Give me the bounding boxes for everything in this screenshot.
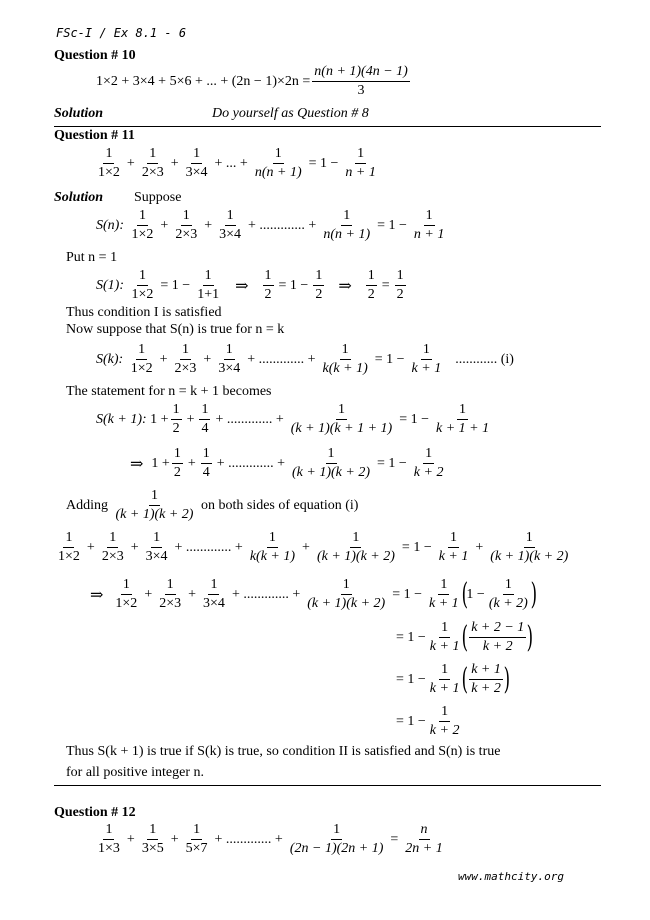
sum-equation: 1 1×2 + $\frac{1}{2\times 3}$ + $\frac{1}{3\times 4}$ + ............. + $\frac{1}{k(k + 1)}$ + $\frac{1}{(k + 1)(k + 2)}$ = 1 − $\frac{1}{k + 1}$ + $\frac{1}{(k + 1)(k + 2)}$: [58, 530, 569, 565]
q11-solution-label: Solution: [54, 190, 104, 205]
s-n-equation: S(n): 1 1×2 + $\frac{1}{2\times 3}$ + $\frac{1}{3\times 4}$ + ............. + $\frac{1}{n(n + 1)}$ = 1 − $\frac{1}{n + 1}$: [96, 208, 445, 243]
divider-1: [54, 126, 601, 127]
condition-1-text: Thus condition I is satisfied: [66, 305, 222, 320]
question-10-equation: [96, 64, 412, 99]
q11-main-equation: 1 1×2 + $\frac{1}{2\times 3}$ + $\frac{1}{3\times 4}$ + ... + $\frac{1}{n(n + 1)}$ = 1 − $\frac{1}{n + 1}$: [98, 146, 376, 181]
step-4-equation: = 1 − $\frac{1}{k + 2}$: [396, 704, 460, 739]
chapter-header: FSc-I / Ex 8.1 - 6: [56, 26, 187, 40]
divider-2: [54, 785, 601, 786]
step-2-equation: = 1 − $\frac{1}{k + 1}$ ( k + 2 − 1 k + 2 ): [396, 619, 534, 655]
adding-line: Adding 1 (k + 1)(k + 2) on both sides of equation (i): [66, 488, 359, 523]
s-k-equation: S(k): 1 1×2 + $\frac{1}{2\times 3}$ + $\frac{1}{3\times 4}$ + ............. + $\frac{1}{k(k + 1)}$ = 1 − $\frac{1}{k + 1}$ ............ (i): [96, 342, 514, 377]
footer-site: www.mathcity.org: [458, 870, 564, 883]
put-n-equals-1: Put n = 1: [66, 250, 118, 265]
q10-rhs-fraction: $\frac{n(n + 1)(4n - 1)}{3}$: [314, 64, 408, 99]
conclusion-line-2: for all positive integer n.: [66, 765, 205, 780]
equation-tag-i: ............ (i): [455, 351, 514, 367]
implies-equation: ⇒ 1 1×2 + $\frac{1}{2\times 3}$ + $\frac{1}{3\times 4}$ + ............. + $\frac{1}{(k + 1)(k + 2)}$ = 1 − $\frac{1}{k + 1}$ ( 1 − $\frac{1}{(k + 2)}$ ): [90, 576, 537, 612]
step-3-equation: = 1 − $\frac{1}{k + 1}$ ( k + 1 k + 2 ): [396, 661, 510, 697]
now-suppose-text: Now suppose that S(n) is true for n = k: [66, 322, 285, 337]
question-12-title: Question # 12: [54, 805, 136, 820]
q10-solution-text: Do yourself as Question # 8: [212, 106, 369, 121]
s-k1-equation: S(k + 1): 1 + $\frac{1}{2}$ + $\frac{1}{4}$ + ............. + $\frac{1}{(k + 1)(k + 1 + 1)}$ = 1 − $\frac{1}{k + 1 + 1}$: [96, 402, 490, 437]
q10-solution-label: Solution: [54, 106, 104, 121]
simplified-equation: ⇒ 1 + $\frac{1}{2}$ + $\frac{1}{4}$ + ............. + $\frac{1}{(k + 1)(k + 2)}$ = 1 − $\frac{1}{k + 2}$: [130, 446, 444, 481]
q10-lhs: 1×2 + 3×4 + 5×6 + ... + (2n − 1)×2n =: [96, 73, 311, 89]
q11-suppose: Suppose: [134, 190, 182, 205]
question-10-title: Question # 10: [54, 48, 136, 63]
statement-text: The statement for n = k + 1 becomes: [66, 384, 272, 399]
s-1-equation: S(1): $\frac{1}{1\times 2}$ = 1 − $\frac{1}{1+1}$ ⇒ $\frac{1}{2}$ = 1 − $\frac{1}{2}$ ⇒ $\frac{1}{2}$ = $\frac{1}{2}$: [96, 268, 404, 303]
question-11-title: Question # 11: [54, 128, 135, 143]
q12-equation: 1 1×3 + $\frac{1}{3\times 5}$ + $\frac{1}{5\times 7}$ + ............. + $\frac{1}{(2n - 1)(2n + 1)}$ = $\frac{n}{2n + 1}$: [98, 822, 443, 857]
conclusion-line-1: Thus S(k + 1) is true if S(k) is true, so condition II is satisfied and S(n) is true: [66, 744, 501, 759]
